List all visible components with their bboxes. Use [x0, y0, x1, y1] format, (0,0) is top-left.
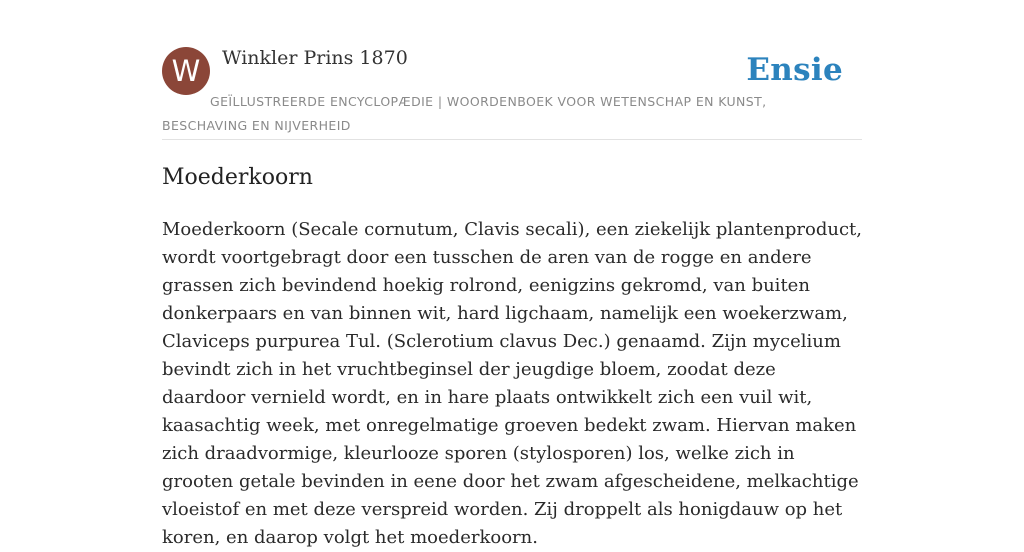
header-divider: [162, 139, 862, 140]
source-subtitle: GEÏLLUSTREERDE ENCYCLOPÆDIE | WOORDENBOEK VOOR WETENSCHAP EN KUNST, BESCHAVING EN NIJVERHEID: [162, 94, 767, 133]
source-avatar[interactable]: W: [162, 47, 210, 95]
entry-headword: Moederkoorn: [162, 165, 313, 190]
source-title[interactable]: Winkler Prins 1870: [222, 47, 408, 69]
ensie-logo[interactable]: Ensie: [746, 52, 843, 88]
entry-body: Moederkoorn (Secale cornutum, Clavis secali), een ziekelijk plantenproduct, wordt voortgebragt door een tusschen de aren van de rogge en andere grassen zich bevindend hoekig rolrond, eenigzins gekromd, van buiten donkerpaars en van binnen wit, hard ligchaam, namelijk een woekerzwam, Claviceps purpurea Tul. (Sclerotium clavus Dec.) genaamd. Zijn mycelium bevindt zich in het vruchtbeginsel der jeugdige bloem, zoodat deze daardoor vernield wordt, en in hare plaats ontwikkelt zich een vuil wit, kaasachtig week, met onregelmatige groeven bedekt zwam. Hiervan maken zich draadvormige, kleurlooze sporen (stylosporen) los, welke zich in grooten getale bevinden in eene door het zwam afgescheidene, melkachtige vloeistof en met deze verspreid worden. Zij droppelt als honigdauw op het koren, en daarop volgt het moederkoorn.: [162, 219, 863, 548]
